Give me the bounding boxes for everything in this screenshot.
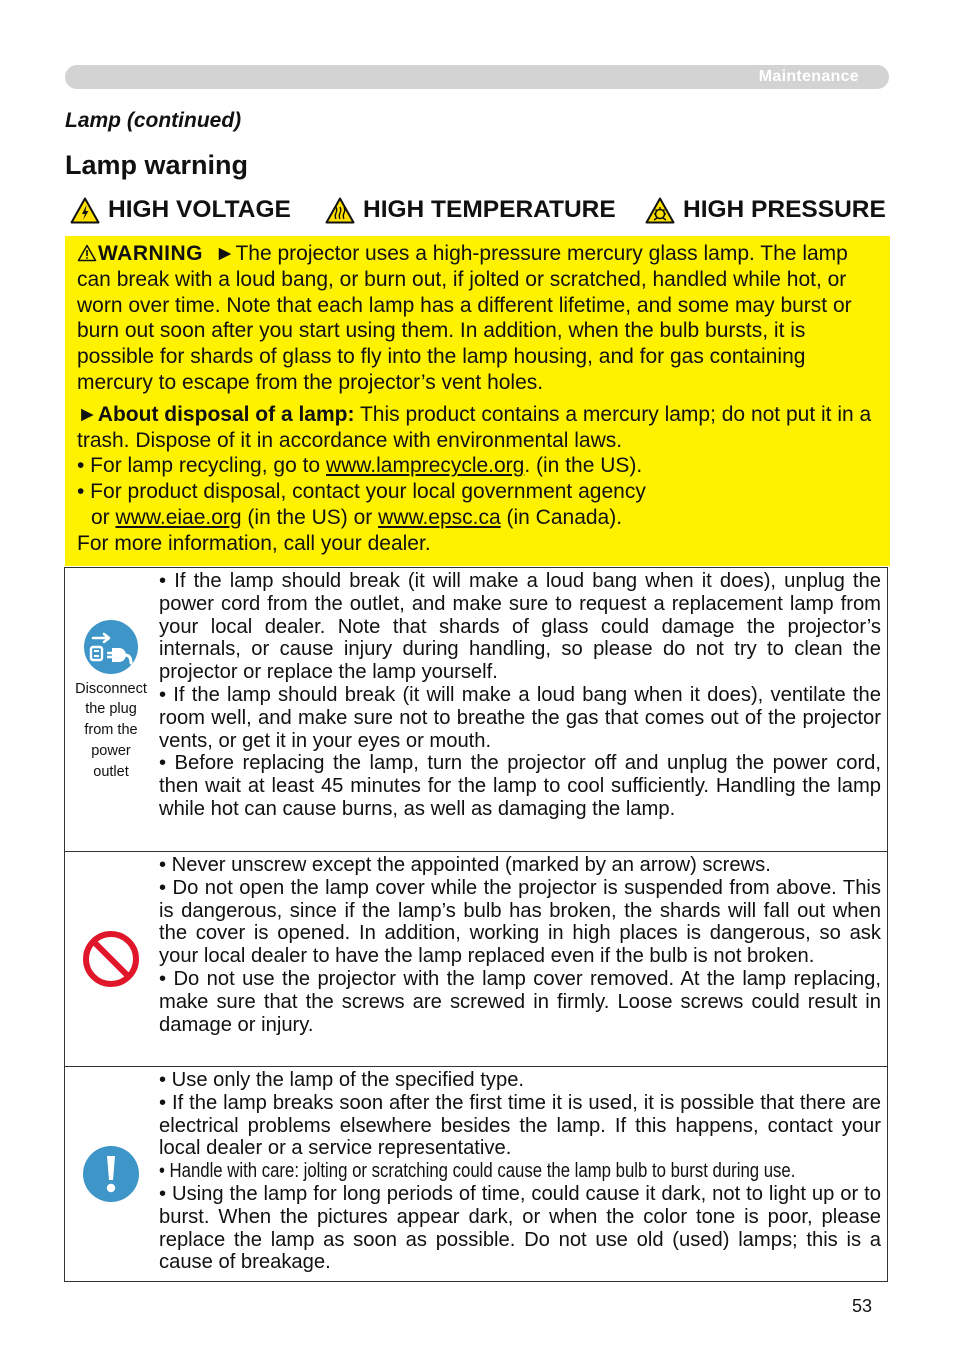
warning-label	[77, 242, 203, 265]
list-item: • If the lamp breaks soon after the first time it is used, it is possible that there are electrical problems elsewhere besides the lamp. If this happens, contact your local dealer or a service representative.	[159, 1091, 881, 1160]
arrow-icon: ►	[214, 242, 236, 265]
high-pressure-warning-icon	[645, 197, 675, 224]
list-item: • Using the lamp for long periods of time, could cause it dark, not to light up or to burst. When the pictures appear dark, or when the color tone is poor, please replace the lamp as soon as possible. Do not use old (used) lamps; this is a cause of breakage.	[159, 1182, 881, 1274]
caption-line: Disconnect	[75, 680, 147, 697]
or-suffix: (in Canada).	[500, 505, 623, 529]
hazard-label: HIGH VOLTAGE	[108, 196, 291, 223]
high-voltage-warning-icon	[70, 197, 100, 224]
caption-line: power	[91, 742, 131, 759]
list-item: • Use only the lamp of the specified type.	[159, 1069, 525, 1091]
prohibited-icon	[82, 930, 140, 988]
list-item: • Do not use the projector with the lamp cover removed. At the lamp replacing, make sure that the screws are screwed in firmly. Loose screws could result in damage or injury.	[159, 967, 881, 1036]
condensed-text: • Handle with care: jolting or scratching could cause the lamp bulb to burst during use.	[159, 1160, 796, 1183]
hazard-row	[70, 194, 890, 226]
hazard-label: HIGH TEMPERATURE	[363, 196, 616, 223]
product-disposal-line: • For product disposal, contact your local government agency	[77, 480, 646, 504]
disposal-label: About disposal of a lamp:	[97, 402, 355, 426]
list-item: • Before replacing the lamp, turn the projector off and unplug the power cord, then wait at least 45 minutes for the lamp to cool sufficiently. Handling the lamp while hot can cause burns, as well as damaging the lamp.	[159, 752, 881, 820]
unplug-icon	[83, 619, 139, 675]
icon-caption	[75, 679, 147, 783]
icon-cell	[65, 852, 157, 1066]
warning-text: The projector uses a high-pressure mercury glass lamp. The lamp can break with a loud bang, or burn out, if jolted or scratched, handled while hot, or worn over time. Note that each lamp has a different lifetime, and some may burst or burn out soon after you start using them. In addition, when the bulb bursts, it is possible for shards of glass to fly into the lamp housing, and for gas containing mercury to escape from the projector’s vent holes.	[77, 242, 852, 394]
caution-text	[159, 1069, 881, 1274]
disposal-links-line	[77, 505, 878, 531]
hazard-high-pressure	[645, 194, 886, 226]
recycle-suffix: . (in the US).	[524, 454, 643, 478]
exclamation-icon	[82, 1145, 140, 1203]
lamprecycle-link[interactable]: www.lamprecycle.org	[325, 454, 525, 478]
list-item: • Do not open the lamp cover while the projector is suspended from above. This is dangerous, since if the lamp’s bulb has broken, the shards will fall out when the cover is opened. In addition, working in high places is dangerous, so ask your local dealer to have the lamp replaced even if the bulb is not broken.	[159, 876, 881, 968]
caution-text	[159, 570, 881, 821]
epsc-link[interactable]: www.epsc.ca	[378, 505, 501, 529]
caution-text	[159, 854, 881, 1036]
caption-line: the plug	[85, 701, 137, 718]
disposal-paragraph	[77, 402, 878, 454]
warning-box	[65, 236, 890, 566]
or-middle: (in the US) or	[241, 505, 379, 529]
more-info-line: For more information, call your dealer.	[77, 531, 431, 555]
arrow-icon: ►	[77, 402, 98, 426]
page-number: 53	[852, 1296, 873, 1316]
caution-box-prohibited	[64, 851, 888, 1067]
eiae-link[interactable]: www.eiae.org	[115, 505, 242, 529]
page-title: Lamp warning	[65, 150, 249, 180]
recycle-line	[77, 453, 878, 479]
or-prefix: or	[91, 505, 116, 529]
disposal-text: This product contains a mercury lamp; do not put it in a trash. Dispose of it in accordance with environmental laws.	[77, 402, 872, 452]
list-item: • Never unscrew except the appointed (marked by an arrow) screws.	[159, 854, 771, 876]
caption-line: outlet	[93, 763, 129, 780]
section-label: Maintenance	[758, 68, 859, 85]
icon-cell	[65, 1067, 157, 1281]
list-item: • If the lamp should break (it will make a loud bang when it does), ventilate the room well, and make sure not to breathe the gas that comes out of the projector vents, or get it in your eyes or mouth.	[159, 683, 881, 752]
icon-cell	[65, 568, 157, 851]
list-item: • If the lamp should break (it will make a loud bang when it does), unplug the power cord from the outlet, and make sure to request a replacement lamp from your local dealer. Note that shards of glass could damage the projector’s internals, or cause injury during handling, so please do not try to clean the projector or replace the lamp yourself.	[159, 570, 881, 684]
warning-triangle-icon	[77, 244, 97, 262]
list-item	[159, 1160, 881, 1183]
hazard-high-voltage	[70, 194, 291, 226]
caption-line: from the	[84, 722, 138, 739]
hazard-high-temperature	[325, 194, 616, 226]
recycle-prefix: • For lamp recycling, go to	[77, 454, 326, 478]
caution-box-disconnect	[64, 567, 888, 852]
warning-paragraph	[77, 241, 878, 396]
warning-label-text: WARNING	[98, 242, 203, 265]
caution-box-mandatory	[64, 1066, 888, 1282]
high-temperature-warning-icon	[325, 197, 355, 224]
hazard-label: HIGH PRESSURE	[683, 196, 886, 223]
subheading: Lamp (continued)	[65, 109, 242, 132]
header-bar	[65, 65, 889, 89]
